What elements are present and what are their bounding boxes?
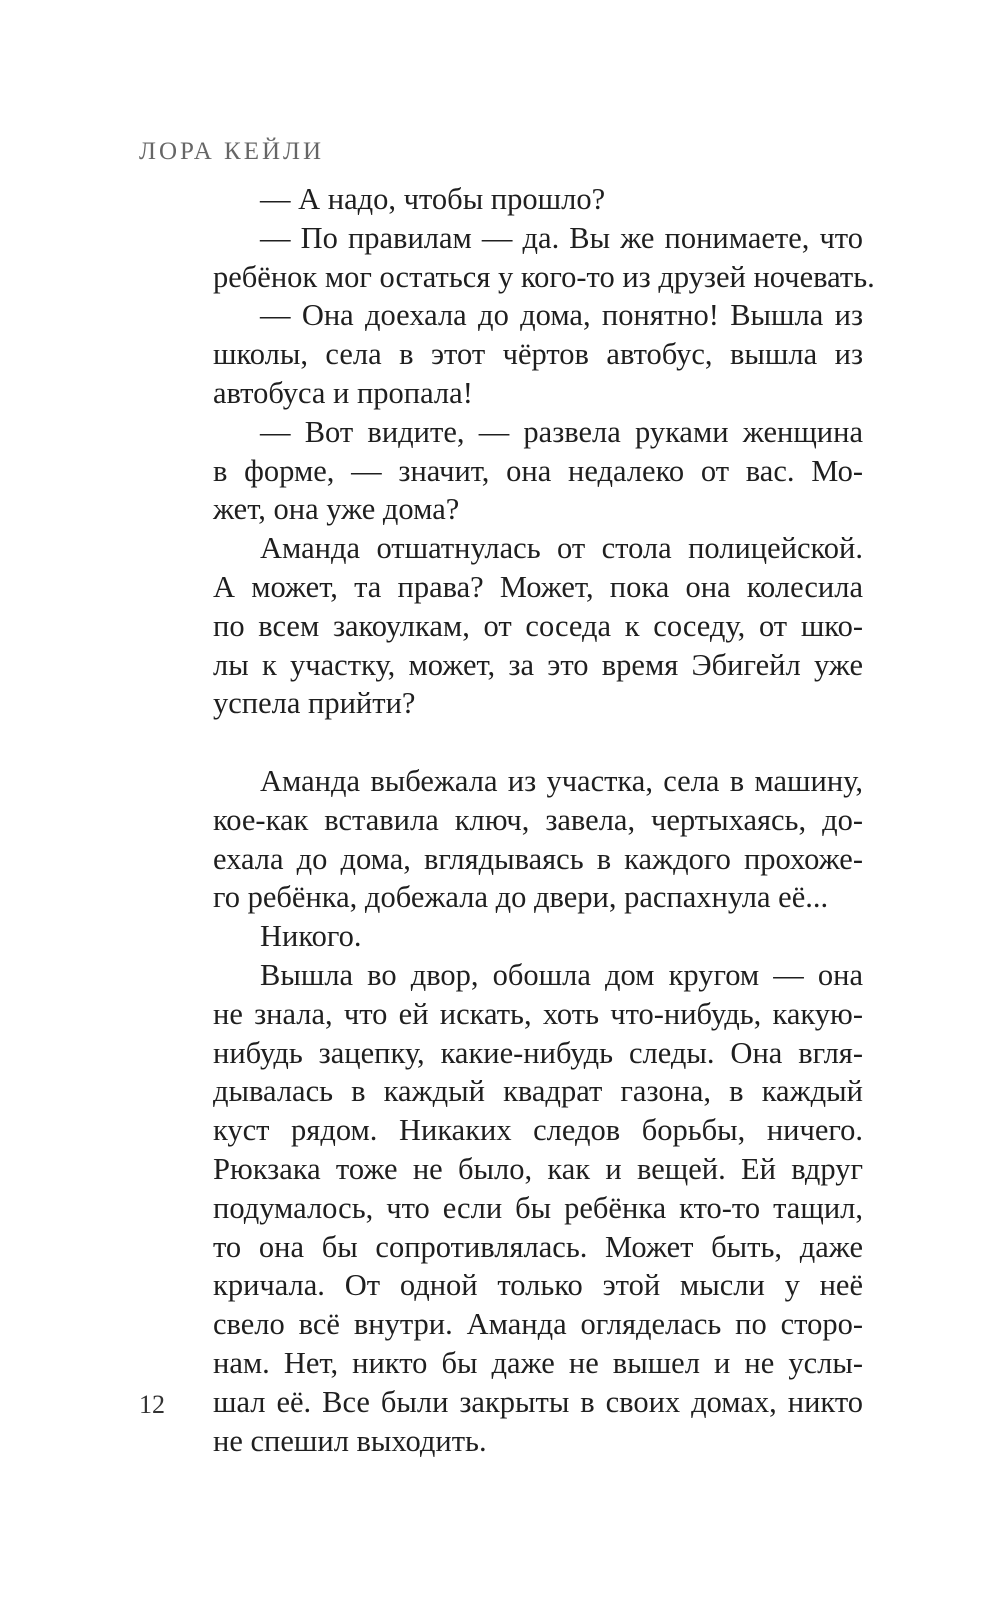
text-line: нам. Нет, никто бы даже не вышел и не услы- [213,1345,863,1380]
text-line: — Вот видите, — развела руками женщина [260,414,863,449]
text-line: — Она доехала до дома, понятно! Вышла из [260,298,863,333]
text-line: в форме, — значит, она недалеко от вас. Мо- [213,453,863,488]
text-line: кричала. От одной только этой мысли у неё [213,1268,863,1303]
page-number: 12 [139,1390,165,1419]
text-line: дывалась в каждый квадрат газона, в каждый [213,1074,863,1109]
text-line: Рюкзака тоже не было, как и вещей. Ей вдруг [213,1151,863,1186]
text-line: не знала, что ей искать, хоть что-нибудь, какую- [213,996,863,1031]
running-head: ЛОРА КЕЙЛИ [139,138,325,165]
text-line: лы к участку, может, за это время Эбигейл уже [213,647,863,682]
text-line: го ребёнка, добежала до двери, распахнула её... [213,880,829,915]
text-line: куст рядом. Никаких следов борьбы, ничего. [213,1113,863,1148]
text-line: шал её. Все были закрыты в своих домах, никто [213,1384,863,1419]
text-line: кое-как вставила ключ, завела, чертыхаясь, до- [213,802,863,837]
text-line: Никого. [260,919,362,954]
text-line: Вышла во двор, обошла дом кругом — она [260,957,863,992]
text-line: Аманда выбежала из участка, села в машину, [260,763,863,798]
text-line: то она бы сопротивлялась. Может быть, даже [213,1229,863,1264]
text-line: — По правилам — да. Вы же понимаете, что [260,220,863,255]
text-line: — А надо, чтобы прошло? [260,182,606,216]
text-line: подумалось, что если бы ребёнка кто-то тащил, [213,1190,863,1225]
text-line: ехала до дома, вглядываясь в каждого прохоже- [213,841,863,876]
text-line: успела прийти? [213,686,416,721]
text-line: А может, та права? Может, пока она колесила [213,569,863,604]
text-line: свело всё внутри. Аманда огляделась по сторо- [213,1307,863,1342]
section-break [213,723,863,762]
text-line: Аманда отшатнулась от стола полицейской. [260,531,863,566]
text-line: не спешил выходить. [213,1423,487,1458]
text-line: автобуса и пропала! [213,375,473,410]
text-line: нибудь зацепку, какие-нибудь следы. Она вгля- [213,1035,863,1070]
text-line: по всем закоулкам, от соседа к соседу, от шко- [213,608,863,643]
text-line: школы, села в этот чёртов автобус, вышла из [213,337,863,372]
body-text [213,180,875,1460]
text-line: ребёнок мог остаться у кого-то из друзей ночевать. [213,259,875,294]
text-line: жет, она уже дома? [213,492,460,527]
